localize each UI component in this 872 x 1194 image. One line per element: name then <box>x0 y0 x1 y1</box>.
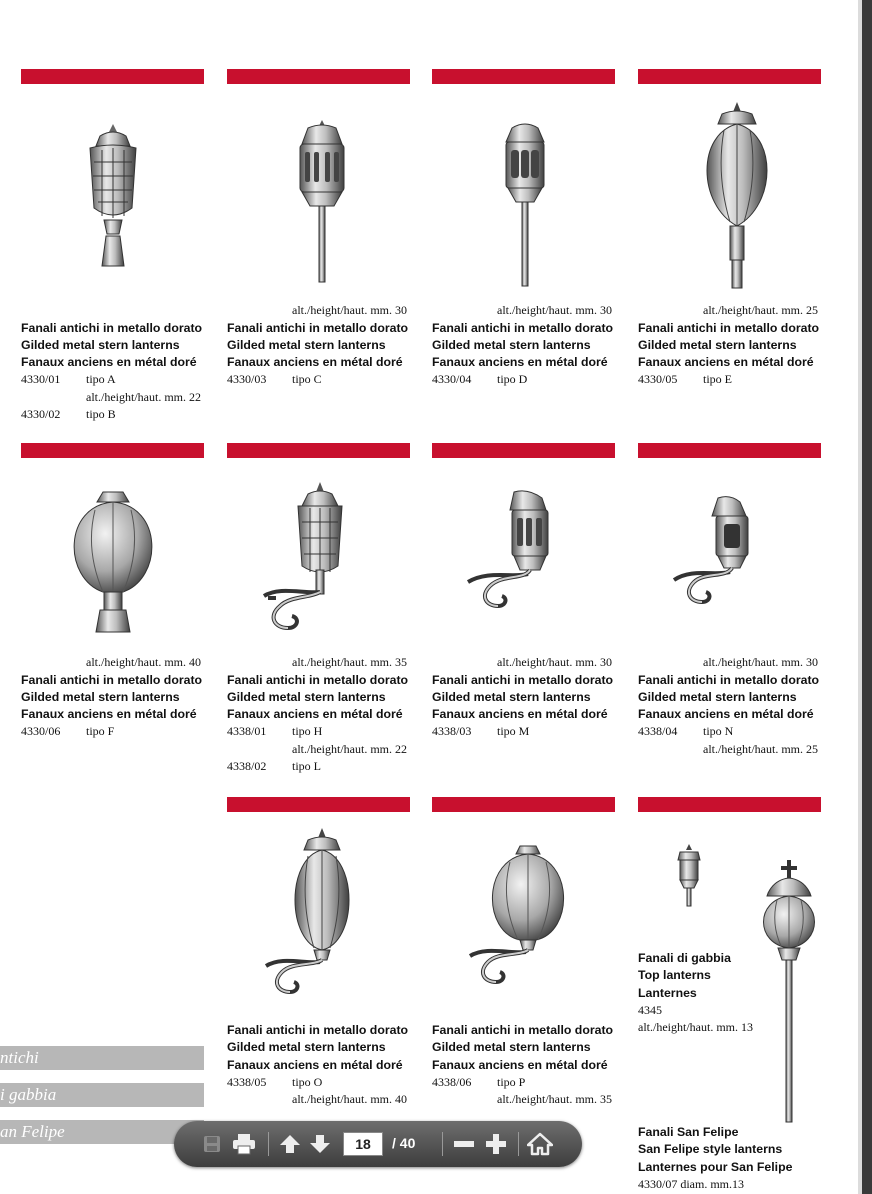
toolbar-divider <box>442 1132 443 1156</box>
product-code: 4330/04 <box>432 372 472 387</box>
product-type: tipo H <box>292 724 323 739</box>
title-en: Gilded metal stern lanterns <box>21 689 180 704</box>
title-it: Fanali San Felipe <box>638 1125 739 1139</box>
section-bar <box>227 69 410 84</box>
height-text: alt./height/haut. mm. 35 <box>497 1092 612 1107</box>
section-bar <box>638 69 821 84</box>
section-bar <box>21 443 204 458</box>
title-it: Fanali di gabbia <box>638 951 731 965</box>
print-icon[interactable] <box>230 1129 258 1159</box>
title-en: Gilded metal stern lanterns <box>432 1040 591 1055</box>
title-it: Fanali antichi in metallo dorato <box>432 672 614 687</box>
height-text: alt./height/haut. mm. 25 <box>703 303 818 317</box>
product-type: tipo O <box>292 1074 323 1089</box>
product-code: 4330/01 <box>21 372 61 387</box>
title-fr: Fanaux anciens en métal doré <box>227 355 403 370</box>
title-en: Gilded metal stern lanterns <box>432 689 591 704</box>
home-icon[interactable] <box>526 1129 554 1159</box>
title-fr: Fanaux anciens en métal doré <box>227 707 403 722</box>
page-number-input[interactable]: 18 <box>343 1132 383 1156</box>
zoom-out-icon[interactable] <box>450 1129 478 1159</box>
product-type: tipo B <box>86 407 116 422</box>
title-en: San Felipe style lanterns <box>638 1142 783 1157</box>
title-it: Fanali antichi in metallo dorato <box>21 320 203 335</box>
toolbar-divider <box>268 1132 269 1156</box>
title-it: Fanali antichi in metallo dorato <box>638 672 820 687</box>
section-bar <box>227 797 410 812</box>
height-text: alt./height/haut. mm. 30 <box>497 303 612 317</box>
product-code: 4330/05 <box>638 372 678 387</box>
title-en: Gilded metal stern lanterns <box>21 337 180 352</box>
lantern-o-image <box>262 826 358 998</box>
product-type: tipo A <box>86 372 116 387</box>
title-it: Fanali antichi in metallo dorato <box>21 672 203 687</box>
top-lantern-image <box>674 842 704 908</box>
height-text: alt./height/haut. mm. 40 <box>86 655 201 669</box>
caption-4330-05 <box>638 302 818 389</box>
title-it: Fanali antichi in metallo dorato <box>227 672 409 687</box>
caption-4330-03 <box>227 302 407 389</box>
title-it: Fanali antichi in metallo dorato <box>432 320 614 335</box>
title-fr: Fanaux anciens en métal doré <box>432 1057 608 1072</box>
title-fr: Fanaux anciens en métal doré <box>21 355 197 370</box>
section-bar <box>432 797 615 812</box>
height-text: alt./height/haut. mm. 22 <box>292 741 407 756</box>
height-text: alt./height/haut. mm. 35 <box>292 655 407 669</box>
product-code: 4338/04 <box>638 724 678 739</box>
title-en: Gilded metal stern lanterns <box>432 337 591 352</box>
height-text: alt./height/haut. mm. 25 <box>703 741 818 756</box>
product-type: tipo E <box>703 372 732 387</box>
section-bar <box>638 797 821 812</box>
lantern-d-image <box>500 118 550 288</box>
product-code: 4330/02 <box>21 407 61 422</box>
product-type: tipo D <box>497 372 528 387</box>
product-code: 4338/01 <box>227 724 267 739</box>
title-it: Fanali antichi in metallo dorato <box>638 320 820 335</box>
caption-4338-03 <box>432 654 612 741</box>
product-code: 4338/02 <box>227 759 267 774</box>
side-tab-antichi[interactable]: ntichi <box>0 1046 204 1070</box>
title-fr: Fanaux anciens en métal doré <box>638 707 814 722</box>
title-en: Gilded metal stern lanterns <box>638 689 797 704</box>
lantern-c-image <box>292 118 352 284</box>
title-fr: Lanternes <box>638 985 697 1000</box>
product-type: tipo F <box>86 724 115 739</box>
product-code: 4345 <box>638 1002 662 1017</box>
height-text: alt./height/haut. mm. 22 <box>86 389 201 404</box>
product-type: tipo P <box>497 1074 526 1089</box>
save-icon[interactable] <box>198 1129 226 1159</box>
viewer-toolbar <box>174 1121 582 1167</box>
product-type: tipo L <box>292 759 321 774</box>
section-bar <box>638 443 821 458</box>
title-en: Top lanterns <box>638 968 711 983</box>
title-fr: Fanaux anciens en métal doré <box>21 707 197 722</box>
height-text: alt./height/haut. mm. 40 <box>292 1092 407 1107</box>
title-fr: Fanaux anciens en métal doré <box>227 1057 403 1072</box>
height-text: alt./height/haut. mm. 30 <box>292 303 407 317</box>
title-fr: Fanaux anciens en métal doré <box>638 355 814 370</box>
caption-4330-04 <box>432 302 612 389</box>
caption-4330-07 <box>638 1124 828 1193</box>
lantern-n-image <box>668 494 754 624</box>
section-bar <box>432 69 615 84</box>
caption-4345 <box>638 950 788 1037</box>
height-text: alt./height/haut. mm. 13 <box>638 1020 753 1035</box>
page-down-icon[interactable] <box>306 1129 334 1159</box>
product-type: tipo C <box>292 372 322 387</box>
page-edge <box>862 0 872 1194</box>
lantern-m-image <box>462 488 552 634</box>
title-en: Gilded metal stern lanterns <box>227 1040 386 1055</box>
zoom-in-icon[interactable] <box>482 1129 510 1159</box>
caption-4338-06 <box>432 1022 612 1109</box>
caption-4338-01 <box>227 654 407 776</box>
page-total: / 40 <box>392 1135 416 1151</box>
section-bar <box>432 443 615 458</box>
height-text: alt./height/haut. mm. 30 <box>703 655 818 669</box>
title-en: Gilded metal stern lanterns <box>227 337 386 352</box>
product-code: 4330/07 diam. mm.13 <box>638 1176 744 1191</box>
lantern-a-image <box>80 122 146 270</box>
title-en: Gilded metal stern lanterns <box>638 337 797 352</box>
height-text: alt./height/haut. mm. 30 <box>497 655 612 669</box>
side-tab-gabbia[interactable]: i gabbia <box>0 1083 204 1107</box>
title-en: Gilded metal stern lanterns <box>227 689 386 704</box>
title-fr: Fanaux anciens en métal doré <box>432 355 608 370</box>
product-type: tipo M <box>497 724 530 739</box>
lantern-p-image <box>466 842 570 990</box>
side-tab-san-felipe[interactable]: an Felipe <box>0 1120 204 1144</box>
product-code: 4338/05 <box>227 1074 267 1089</box>
title-fr: Lanternes pour San Felipe <box>638 1159 793 1174</box>
title-it: Fanali antichi in metallo dorato <box>227 1023 409 1037</box>
product-code: 4338/06 <box>432 1074 472 1089</box>
caption-4330-01 <box>21 302 211 424</box>
product-type: tipo N <box>703 724 734 739</box>
product-code: 4330/06 <box>21 724 61 739</box>
section-bar <box>227 443 410 458</box>
product-code: 4338/03 <box>432 724 472 739</box>
title-it: Fanali antichi in metallo dorato <box>227 320 409 335</box>
height-text <box>21 302 211 320</box>
title-it: Fanali antichi in metallo dorato <box>432 1023 614 1037</box>
caption-4330-06 <box>21 654 201 741</box>
toolbar-divider <box>518 1132 519 1156</box>
section-bar <box>21 69 204 84</box>
page-up-icon[interactable] <box>276 1129 304 1159</box>
caption-4338-05 <box>227 1022 407 1109</box>
lantern-h-image <box>258 480 358 636</box>
caption-4338-04 <box>638 654 818 758</box>
product-code: 4330/03 <box>227 372 267 387</box>
title-fr: Fanaux anciens en métal doré <box>432 707 608 722</box>
lantern-f-image <box>70 488 156 636</box>
lantern-e-image <box>700 100 774 290</box>
